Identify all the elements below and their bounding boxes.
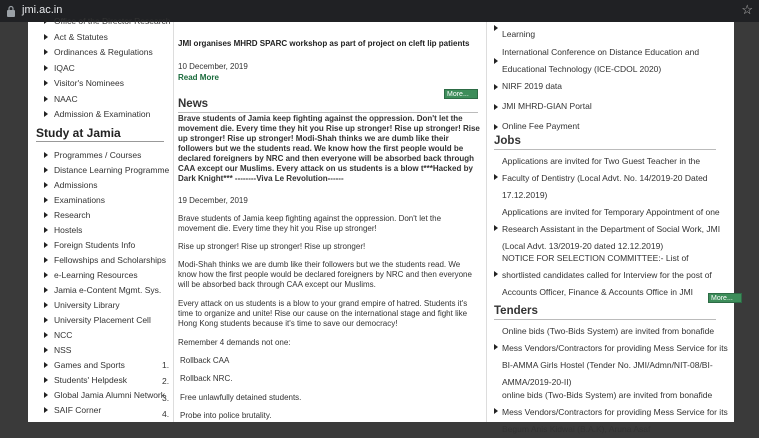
read-more-link[interactable]: Read More [178,73,219,82]
bullet-icon [44,182,48,188]
bookmark-star-icon[interactable]: ☆ [741,2,753,17]
jobs-more-button[interactable]: More... [708,293,742,303]
web-page [28,16,734,434]
sidebar-item-fellowships[interactable]: Fellowships and Scholarships [44,255,166,267]
bullet-icon [494,225,498,231]
bullet-icon [494,124,498,130]
news-paragraph: Modi-Shah thinks we are dumb like their followers but we the students read. We know how the first people would be declared foreigners by NRC and then everyone will be absorbed back through CAA except our Muslims. [178,260,472,289]
sidebar-item-examinations[interactable]: Examinations [44,195,105,207]
news-paragraph: Rise up stronger! Rise up stronger! Rise up stronger! [178,242,366,251]
news-paragraph: Brave students of Jamia keep fighting against the oppression. Don't let the movement die. Every time they hit you Rise up stronger! [178,214,442,233]
bullet-icon [494,174,498,180]
headline-link[interactable]: JMI organises MHRD SPARC workshop as part of project on cleft lip patients [178,39,470,48]
bullet-icon [44,49,48,55]
sidebar-item-distance-learning[interactable]: Distance Learning Programme [44,165,169,177]
more-button[interactable]: More... [444,89,478,99]
bullet-icon [44,332,48,338]
url-text[interactable]: jmi.ac.in [22,4,63,16]
jobs-divider [494,149,716,150]
demand-number: 2. [162,376,170,386]
tenders-section-title: Tenders [494,305,538,317]
bullet-icon [44,80,48,86]
demand-number: 1. [162,360,170,370]
left-sidebar [28,16,171,422]
bullet-icon [44,287,48,293]
sidebar-item-nss[interactable]: NSS [44,345,71,357]
bullet-icon [44,407,48,413]
demand-item: Rollback NRC. [180,374,233,383]
sidebar-item-saif[interactable]: SAIF Corner [44,405,101,417]
news-paragraph: Remember 4 demands not one: [178,338,291,347]
bullet-icon [494,84,498,90]
news-divider [178,112,478,113]
bullet-icon [494,408,498,414]
demand-item: Free unlawfully detained students. [180,393,302,402]
bullet-icon [44,34,48,40]
demand-number: 3. [162,393,170,403]
sidebar-item-foreign-students[interactable]: Foreign Students Info [44,240,135,252]
bullet-icon [44,212,48,218]
tenders-divider [494,319,716,320]
right-sidebar: Learning International Conference on Distance Education and Educational Technology (ICE-CDOL 2020) NIRF 2019 data JMI MHRD-GIAN Portal Online Fee Payment Jobs Applications are invited for Two Guest Teacher in the Faculty of Dentistry (Local Advt. No. 14/2019-20 Dated 17.12.2019) Applications are invited for Temporary Appointment of one Research Assistant in the Department of Social Work, JMI (Local Advt. 13/2019-20 dated 12.12.2019) NOTICE FOR SELECTION COMMITTEE:- List of shortlisted candidates called for Interview for the post of Accounts Officer, Finance & Accounts Office in JMI More... Tenders Online bids (Two-Bids System) are invited from bonafide Mess Vendors/Contractors for providing Mess Service for its BI-AMMA Girls Hostel (Tender No. JMI/Admn/NIT-08/BI-AMMA/2019-20-II) online bids (Two-Bids System) are invited from bonafide Mess Vendors/Contractors for providing Mess Service for its Begum Anis Kidwai (B.A.K), Aruna Asaf [492,22,734,422]
news-section-title: News [178,98,209,110]
sidebar-item-games-sports[interactable]: Games and Sports [44,360,125,372]
bullet-icon [44,197,48,203]
headline-date: 10 December, 2019 [178,62,248,71]
sidebar-item-econtent[interactable]: Jamia e-Content Mgmt. Sys. [44,285,161,297]
bullet-icon [44,18,48,24]
bullet-icon [44,227,48,233]
bullet-icon [494,104,498,110]
demand-item: Rollback CAA [180,356,230,365]
sidebar-item-programmes[interactable]: Programmes / Courses [44,150,141,162]
section-divider [36,141,164,142]
sidebar-item-elearning[interactable]: e-Learning Resources [44,270,138,282]
bullet-icon [44,392,48,398]
sidebar-item-admission-examination[interactable]: Admission & Examination [44,109,150,121]
news-headline-text[interactable]: Brave students of Jamia keep fighting against the oppression. Don't let the movement die. Every time they hit you Rise up stronger! Rise up stronger! Rise up stronger! Rise up stronger! Modi-Shah thinks we are dumb like their followers but we the students read. We know how the first people would be declared foreigners by NRC and then everyone will be absorbed back through CAA except our Muslims. Every attack on us students is a blow t***Hacked by Dark Knight*** --------Viva Le Revolution------ [178,114,480,183]
bullet-icon [44,257,48,263]
sidebar-item-hostels[interactable]: Hostels [44,225,82,237]
sidebar-item-placement[interactable]: University Placement Cell [44,315,151,327]
column-divider [486,22,487,422]
main-content [178,22,480,422]
bullet-icon [44,377,48,383]
bullet-icon [44,152,48,158]
bullet-icon [44,272,48,278]
sidebar-item-iqac[interactable]: IQAC [44,63,75,75]
lock-icon [6,5,16,17]
column-divider [173,22,174,422]
section-title-study: Study at Jamia [36,126,121,140]
sidebar-item-research[interactable]: Research [44,210,90,222]
demand-number: 4. [162,409,170,419]
bullet-icon [44,242,48,248]
bullet-icon [44,302,48,308]
bullet-icon [44,167,48,173]
bullet-icon [494,58,498,64]
bullet-icon [494,271,498,277]
sidebar-item-visitors-nominees[interactable]: Visitor's Nominees [44,78,124,90]
news-paragraph: Every attack on us students is a blow to your grand empire of hatred. Students it's time to organize and unite! Rise our cause on the international stage and fight like Hong Kong students because it's time to save our democracy! [178,299,468,328]
demand-item: Probe into police brutality. [180,411,272,420]
sidebar-item-library[interactable]: University Library [44,300,120,312]
bullet-icon [44,347,48,353]
sidebar-item-office-research[interactable]: Office of the Director Research [44,16,171,28]
sidebar-item-naac[interactable]: NAAC [44,94,78,106]
jobs-section-title: Jobs [494,135,521,147]
sidebar-item-ordinances[interactable]: Ordinances & Regulations [44,47,153,59]
bullet-icon [44,96,48,102]
sidebar-item-ncc[interactable]: NCC [44,330,72,342]
sidebar-item-alumni[interactable]: Global Jamia Alumni Network [44,390,165,402]
bullet-icon [44,317,48,323]
sidebar-item-helpdesk[interactable]: Students' Helpdesk [44,375,127,387]
bullet-icon [44,65,48,71]
bullet-icon [44,362,48,368]
sidebar-item-act-statutes[interactable]: Act & Statutes [44,32,108,44]
news-date: 19 December, 2019 [178,196,248,205]
bullet-icon [494,344,498,350]
bullet-icon [44,111,48,117]
bullet-icon [494,25,498,31]
sidebar-item-admissions[interactable]: Admissions [44,180,97,192]
